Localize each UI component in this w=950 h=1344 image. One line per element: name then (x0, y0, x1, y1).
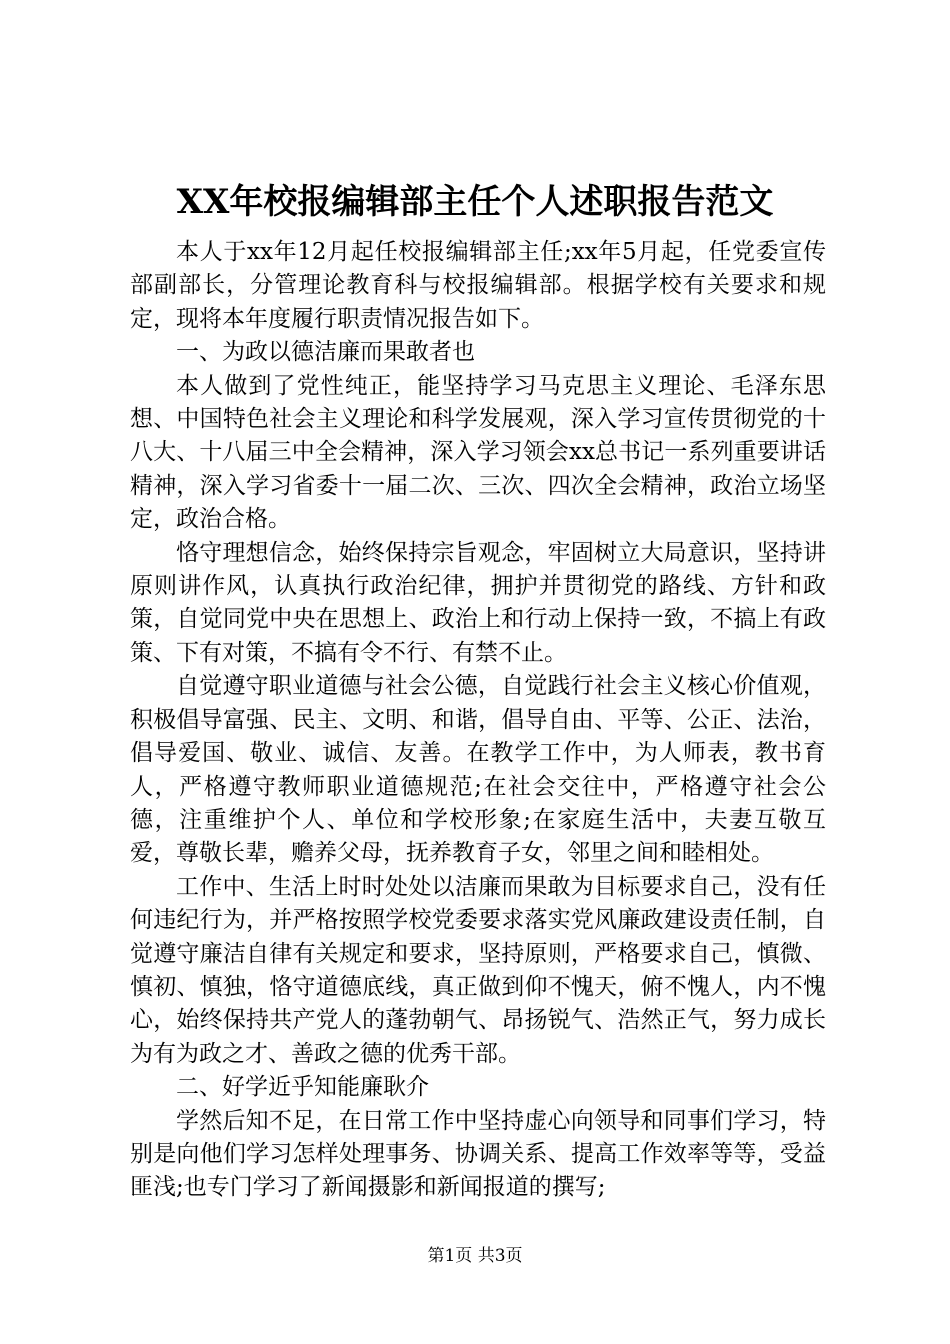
paragraph-party-spirit: 本人做到了党性纯正，能坚持学习马克思主义理论、毛泽东思想、中国特色社会主义理论和科学发展观，深入学习宣传贯彻党的十八大、十八届三中全会精神，深入学习领会xx总书记一系列重要讲话精神，深入学习省委十一届二次、三次、四次全会精神，政治立场坚定，政治合格。 (130, 372, 826, 533)
page-footer: 第1页 共3页 (427, 1246, 523, 1266)
paragraph-learning: 学然后知不足，在日常工作中坚持虚心向领导和同事们学习，特别是向他们学习怎样处理事务、协调关系、提高工作效率等等，受益匪浅;也专门学习了新闻摄影和新闻报道的撰写; (130, 1107, 826, 1201)
document-title: XX年校报编辑部主任个人述职报告范文 (176, 182, 774, 222)
paragraph-ethics: 自觉遵守职业道德与社会公德，自觉践行社会主义核心价值观，积极倡导富强、民主、文明、和谐，倡导自由、平等、公正、法治，倡导爱国、敬业、诚信、友善。在教学工作中，为人师表，教书育人，严格遵守教师职业道德规范;在社会交往中，严格遵守社会公德，注重维护个人、单位和学校形象;在家庭生活中，夫妻互敬互爱，尊敬长辈，赡养父母，抚养教育子女，邻里之间和睦相处。 (130, 673, 826, 867)
paragraph-ideals: 恪守理想信念，始终保持宗旨观念，牢固树立大局意识，坚持讲原则讲作风，认真执行政治纪律，拥护并贯彻党的路线、方针和政策，自觉同党中央在思想上、政治上和行动上保持一致，不搞上有政策、下有对策，不搞有令不行、有禁不止。 (130, 539, 826, 666)
paragraph-integrity: 工作中、生活上时时处处以洁廉而果敢为目标要求自己，没有任何违纪行为，并严格按照学校党委要求落实党风廉政建设责任制，自觉遵守廉洁自律有关规定和要求，坚持原则，严格要求自己，慎微、慎初、慎独，恪守道德底线，真正做到仰不愧天，俯不愧人，内不愧心，始终保持共产党人的蓬勃朝气、昂扬锐气、浩然正气，努力成长为有为政之才、善政之德的优秀干部。 (130, 873, 826, 1067)
section-heading-2: 二、好学近乎知能廉耿介 (176, 1074, 429, 1101)
paragraph-intro: 本人于xx年12月起任校报编辑部主任;xx年5月起，任党委宣传部副部长，分管理论教育科与校报编辑部。根据学校有关要求和规定，现将本年度履行职责情况报告如下。 (130, 239, 826, 332)
document-body (130, 236, 826, 1205)
section-heading-1: 一、为政以德洁廉而果敢者也 (176, 339, 475, 366)
